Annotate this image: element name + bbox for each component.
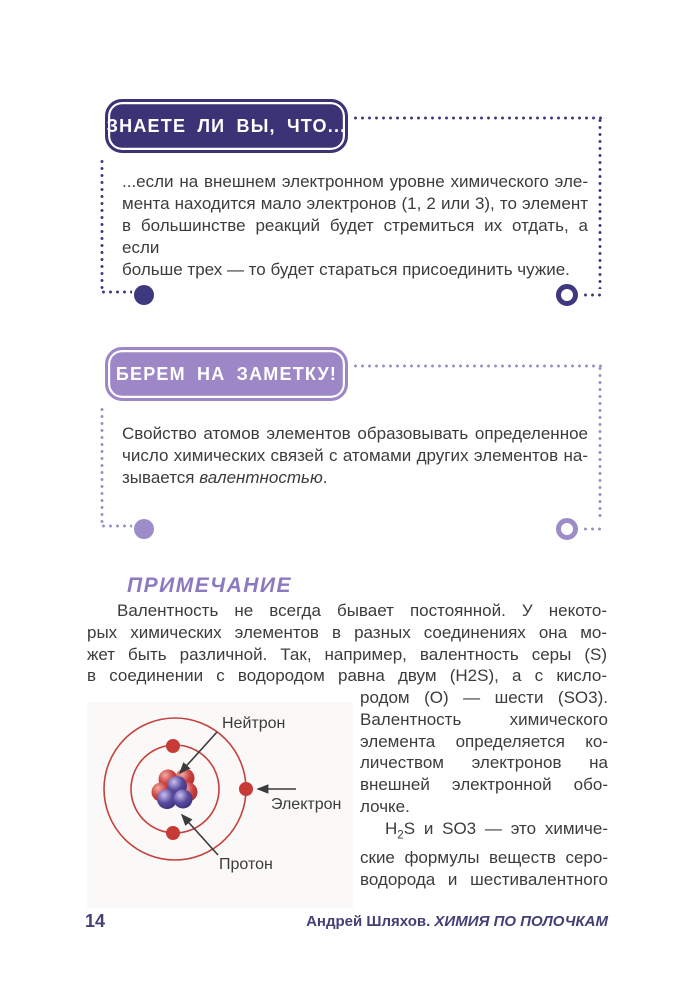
text-line: жет быть различной. Так, например, валентность серы (S) — [87, 644, 607, 664]
dotted-border-right — [598, 365, 602, 520]
text-line: родом (О) — шести (SO3). — [360, 688, 608, 707]
dotted-border-left — [100, 158, 104, 292]
text-line: зывается валентностью. — [122, 468, 328, 487]
dotted-border-top — [352, 116, 602, 120]
text-line: число химических связей с атомами других элементов на- — [122, 446, 588, 465]
proton-arrow-icon — [182, 815, 218, 855]
footer-book-title: ХИМИЯ ПО ПОЛОЧКАМ — [434, 913, 608, 930]
text-line: ские формулы веществ серо- — [360, 847, 608, 867]
dotted-border-bottom-right — [582, 293, 602, 297]
dotted-border-bottom-right — [582, 527, 602, 531]
electron-label: Электрон — [271, 796, 342, 813]
know-box-text — [122, 171, 588, 281]
text-line: Валентность не всегда бывает постоянной. У некото- — [117, 601, 607, 620]
electron-dot — [166, 826, 180, 840]
electron-dot — [239, 782, 253, 796]
note-badge — [105, 347, 348, 401]
dotted-border-left — [100, 406, 104, 526]
note-badge-label: БЕРЕМ НА ЗАМЕТКУ! — [115, 363, 338, 384]
nucleus — [152, 769, 198, 810]
dotted-border-top — [352, 364, 602, 368]
text-line: внешней электронной обо- — [360, 775, 608, 795]
atom-figure — [87, 702, 353, 908]
text-line: ...если на внешнем электронном уровне химического эле- — [122, 172, 588, 191]
text-line: рых химических элементов в разных соединениях она мо- — [87, 622, 607, 642]
text-line: личеством электронов на — [360, 753, 608, 773]
dotted-border-bottom-left — [100, 524, 132, 528]
text-line: больше трех — то будет стараться присоединить чужие. — [122, 260, 570, 279]
text-line: мента находится мало электронов (1, 2 или 3), то элемент — [122, 194, 588, 213]
footer-credit — [300, 913, 608, 930]
neutron-label: Нейтрон — [222, 715, 286, 732]
filled-bullet-icon — [134, 285, 154, 305]
text-line: лочке. — [360, 796, 410, 816]
text-line: водорода и шестивалентного — [360, 869, 608, 889]
text-line: $H_2S$ и SO3 — это химиче- — [385, 818, 608, 842]
footer-author: Андрей Шляхов. — [306, 913, 435, 930]
dotted-border-right — [598, 117, 602, 289]
primechanie-heading: ПРИМЕЧАНИЕ — [127, 574, 293, 597]
page-number: 14 — [85, 911, 106, 931]
ring-bullet-icon — [556, 518, 578, 540]
text-line: в большинстве реакций будет стремиться их отдать, а если — [122, 216, 588, 257]
dotted-border-bottom-left — [100, 290, 132, 294]
know-badge — [105, 99, 348, 153]
proton-label: Протон — [219, 856, 273, 873]
text-line: элемента определяется ко- — [360, 731, 608, 751]
text-line: Валентность химического — [360, 709, 608, 729]
electron-dot — [166, 739, 180, 753]
ring-bullet-icon — [556, 284, 578, 306]
note-box-text — [122, 423, 588, 489]
atom-diagram — [87, 702, 353, 908]
filled-bullet-icon — [134, 519, 154, 539]
neutron-arrow-icon — [180, 732, 217, 773]
text-line: в соединении с водородом равна двум (H2S), а с кисло- — [87, 666, 607, 686]
primechanie-text — [87, 600, 607, 687]
text-line: Свойство атомов элементов образовывать определенное — [122, 424, 588, 443]
primechanie-column-text — [360, 687, 608, 891]
know-badge-label: ЗНАЕТЕ ЛИ ВЫ, ЧТО... — [106, 115, 347, 136]
